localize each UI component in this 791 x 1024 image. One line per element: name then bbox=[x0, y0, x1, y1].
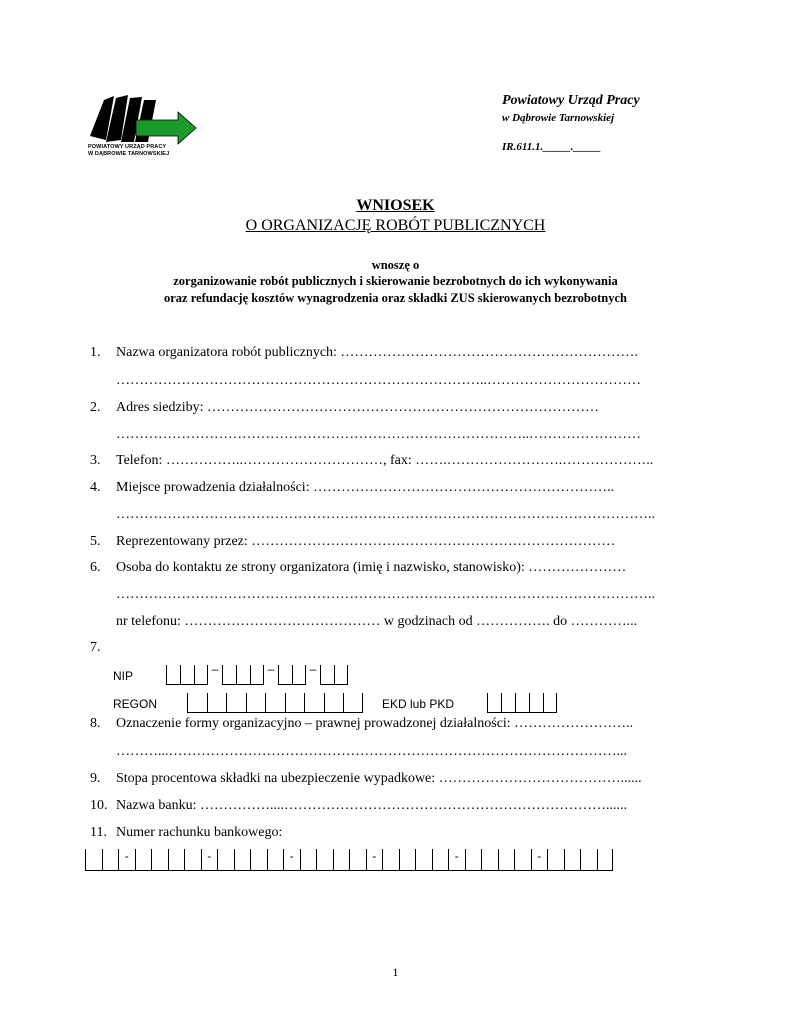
item-6-continuation[interactable]: …………………………………………………………………………………………………….. bbox=[116, 587, 655, 602]
item-2-number: 2. bbox=[90, 400, 101, 415]
item-9-accident-insurance-rate[interactable]: Stopa procentowa składki na ubezpieczenie wypadkowe: …………………………………...... bbox=[116, 771, 642, 786]
item-11-number: 11. bbox=[90, 825, 107, 840]
bank-account-boxes[interactable]: - - - - - - bbox=[85, 849, 613, 871]
item-5-represented-by[interactable]: Reprezentowany przez: …………………………………………………………………… bbox=[116, 534, 616, 549]
reference-number: IR.611.1._____._____ bbox=[502, 141, 602, 153]
nip-boxes[interactable]: – – – bbox=[166, 665, 348, 685]
intro-line-2: zorganizowanie robót publicznych i skierowanie bezrobotnych do ich wykonywania bbox=[173, 274, 618, 288]
item-8-number: 8. bbox=[90, 716, 101, 731]
item-6-number: 6. bbox=[90, 560, 101, 575]
document-subtitle: O ORGANIZACJĘ ROBÓT PUBLICZNYCH bbox=[245, 217, 546, 234]
item-8-legal-form[interactable]: Oznaczenie formy organizacyjno – prawnej prowadzonej działalności: …………………….. bbox=[116, 716, 634, 731]
item-1-organizer-name[interactable]: Nazwa organizatora robót publicznych: ………………………………………………………. bbox=[116, 345, 638, 360]
item-10-number: 10. bbox=[90, 798, 108, 813]
item-6-phone-hours[interactable]: nr telefonu: …………………………………… w godzinach od ……………. do …………... bbox=[116, 614, 638, 629]
logo-caption: POWIATOWY URZĄD PRACY W DĄBROWIE TARNOWSKIEJ bbox=[88, 144, 170, 157]
item-1-number: 1. bbox=[90, 345, 101, 360]
item-1-continuation[interactable]: ……………………………………………………………………..…………………………… bbox=[116, 373, 641, 388]
office-city: w Dąbrowie Tarnowskiej bbox=[502, 112, 615, 124]
regon-boxes[interactable] bbox=[187, 693, 363, 713]
office-name: Powiatowy Urząd Pracy bbox=[502, 93, 640, 108]
intro-line-1: wnoszę o bbox=[371, 258, 420, 272]
ekd-pkd-label: EKD lub PKD bbox=[382, 697, 455, 711]
item-11-bank-account-label: Numer rachunku bankowego: bbox=[116, 825, 283, 840]
item-5-number: 5. bbox=[90, 534, 101, 549]
item-4-continuation[interactable]: …………………………………………………………………………………………………….. bbox=[116, 507, 655, 522]
nip-label: NIP bbox=[113, 669, 134, 683]
document-title: WNIOSEK bbox=[356, 197, 435, 214]
item-8-continuation[interactable]: ………...……………………………………………………………………………………... bbox=[116, 744, 627, 759]
item-2-continuation[interactable]: ……………………………………………………………………………..…………………… bbox=[116, 427, 641, 442]
page-number: 1 bbox=[392, 965, 399, 979]
regon-label: REGON bbox=[113, 697, 158, 711]
item-7-number: 7. bbox=[90, 640, 101, 655]
item-3-phone-fax[interactable]: Telefon: ……………..…………………………, fax: …….…………………….……………….. bbox=[116, 453, 654, 468]
item-4-number: 4. bbox=[90, 480, 101, 495]
item-10-bank-name[interactable]: Nazwa banku: ……………....……………………………………………………………...... bbox=[116, 798, 627, 813]
item-3-number: 3. bbox=[90, 453, 101, 468]
ekd-pkd-boxes[interactable] bbox=[487, 693, 557, 713]
item-9-number: 9. bbox=[90, 771, 101, 786]
intro-line-3: oraz refundację kosztów wynagrodzenia oraz składki ZUS skierowanych bezrobotnych bbox=[164, 291, 627, 305]
item-2-address[interactable]: Adres siedziby: ………………………………………………………………………… bbox=[116, 400, 599, 415]
item-6-contact-person[interactable]: Osoba do kontaktu ze strony organizatora (imię i nazwisko, stanowisko): ………………… bbox=[116, 560, 627, 575]
item-4-business-location[interactable]: Miejsce prowadzenia działalności: ……………………………………………………….. bbox=[116, 480, 615, 495]
